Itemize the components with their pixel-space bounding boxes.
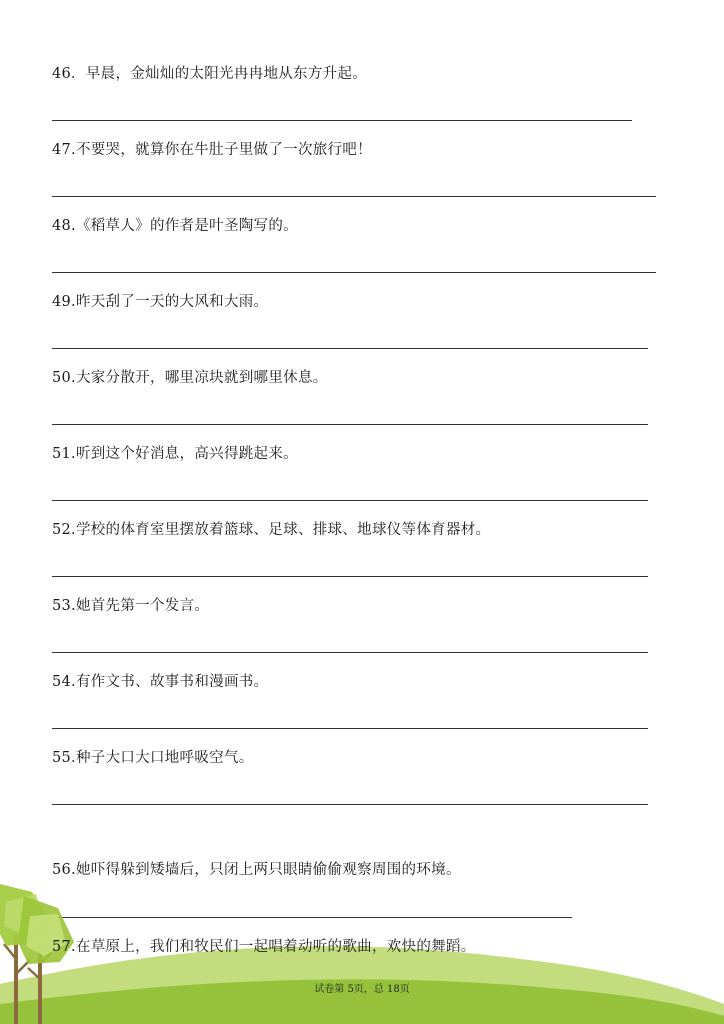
answer-line-51[interactable] <box>52 500 648 501</box>
answer-line-50[interactable] <box>52 424 648 425</box>
answer-line-47[interactable] <box>52 196 656 197</box>
question-54: 54.有作文书、故事书和漫画书。 <box>52 674 269 690</box>
question-51: 51.听到这个好消息，高兴得跳起来。 <box>52 446 298 462</box>
question-52: 52.学校的体育室里摆放着篮球、足球、排球、地球仪等体育器材。 <box>52 522 491 538</box>
question-46: 46．早晨，金灿灿的太阳光冉冉地从东方升起。 <box>52 66 368 82</box>
question-53: 53.她首先第一个发言。 <box>52 598 210 614</box>
page-footer: 试卷第 5页，总 18页 <box>314 984 410 995</box>
answer-line-55[interactable] <box>52 804 648 805</box>
question-57: 57.在草原上，我们和牧民们一起唱着动听的歌曲，欢快的舞蹈。 <box>52 939 476 955</box>
answer-line-52[interactable] <box>52 576 648 577</box>
question-48: 48.《稻草人》的作者是叶圣陶写的。 <box>52 218 298 234</box>
answer-line-53[interactable] <box>52 652 648 653</box>
question-49: 49.昨天刮了一天的大风和大雨。 <box>52 294 269 310</box>
question-50: 50.大家分散开，哪里凉块就到哪里休息。 <box>52 370 328 386</box>
answer-line-48[interactable] <box>52 272 656 273</box>
answer-line-49[interactable] <box>52 348 648 349</box>
answer-line-46[interactable] <box>52 120 632 121</box>
answer-line-54[interactable] <box>52 728 648 729</box>
question-55: 55.种子大口大口地呼吸空气。 <box>52 750 254 766</box>
question-47: 47.不要哭，就算你在牛肚子里做了一次旅行吧！ <box>52 142 372 158</box>
question-56: 56.她吓得躲到矮墙后，只闭上两只眼睛偷偷观察周围的环境。 <box>52 862 461 878</box>
